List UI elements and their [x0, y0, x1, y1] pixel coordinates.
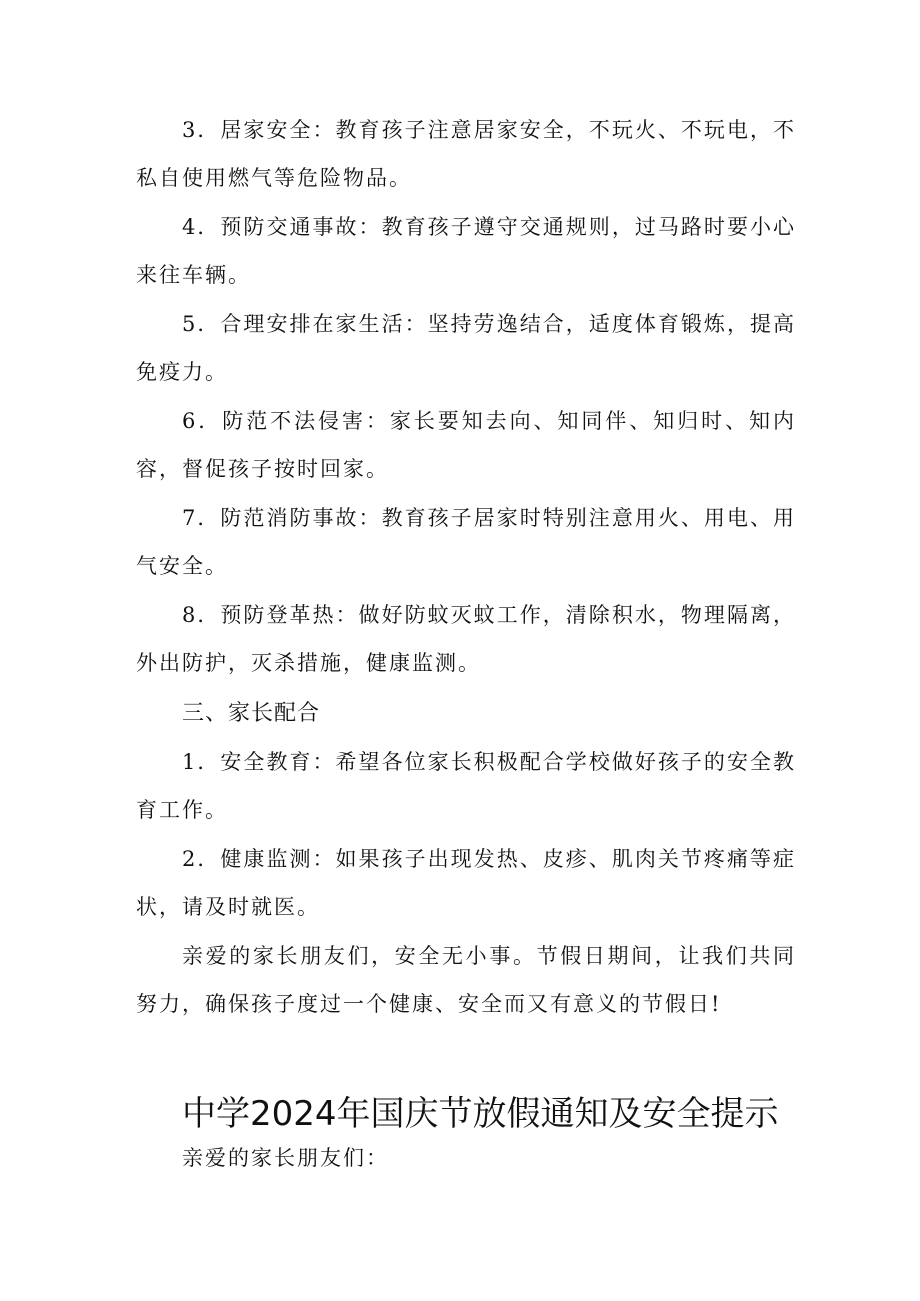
notice-greeting: 亲爱的家长朋友们： — [182, 1146, 389, 1170]
item-health-monitoring: 2．健康监测：如果孩子出现发热、皮疹、肌肉关节疼痛等症状，请及时就医。 — [136, 847, 796, 919]
item-fire-safety: 7．防范消防事故：教育孩子居家时特别注意用火、用电、用气安全。 — [136, 506, 796, 578]
item-safety-education: 1．安全教育：希望各位家长积极配合学校做好孩子的安全教育工作。 — [136, 750, 796, 822]
section-three-heading: 三、家长配合 — [182, 701, 321, 726]
item-home-safety: 3．居家安全：教育孩子注意居家安全，不玩火、不玩电，不私自使用燃气等危险物品。 — [136, 118, 796, 190]
closing-paragraph: 亲爱的家长朋友们，安全无小事。节假日期间，让我们共同努力，确保孩子度过一个健康、安全而又有意义的节假日! — [136, 944, 796, 1016]
notice-title: 中学2024年国庆节放假通知及安全提示 — [182, 1094, 779, 1134]
item-unlawful-harm: 6．防范不法侵害：家长要知去向、知同伴、知归时、知内容，督促孩子按时回家。 — [136, 409, 796, 481]
item-traffic-safety: 4．预防交通事故：教育孩子遵守交通规则，过马路时要小心来往车辆。 — [136, 215, 796, 287]
item-home-life: 5．合理安排在家生活：坚持劳逸结合，适度体育锻炼，提高免疫力。 — [136, 312, 796, 384]
item-dengue-prevention: 8．预防登革热：做好防蚊灭蚊工作，清除积水，物理隔离，外出防护，灭杀措施，健康监测。 — [136, 603, 796, 675]
